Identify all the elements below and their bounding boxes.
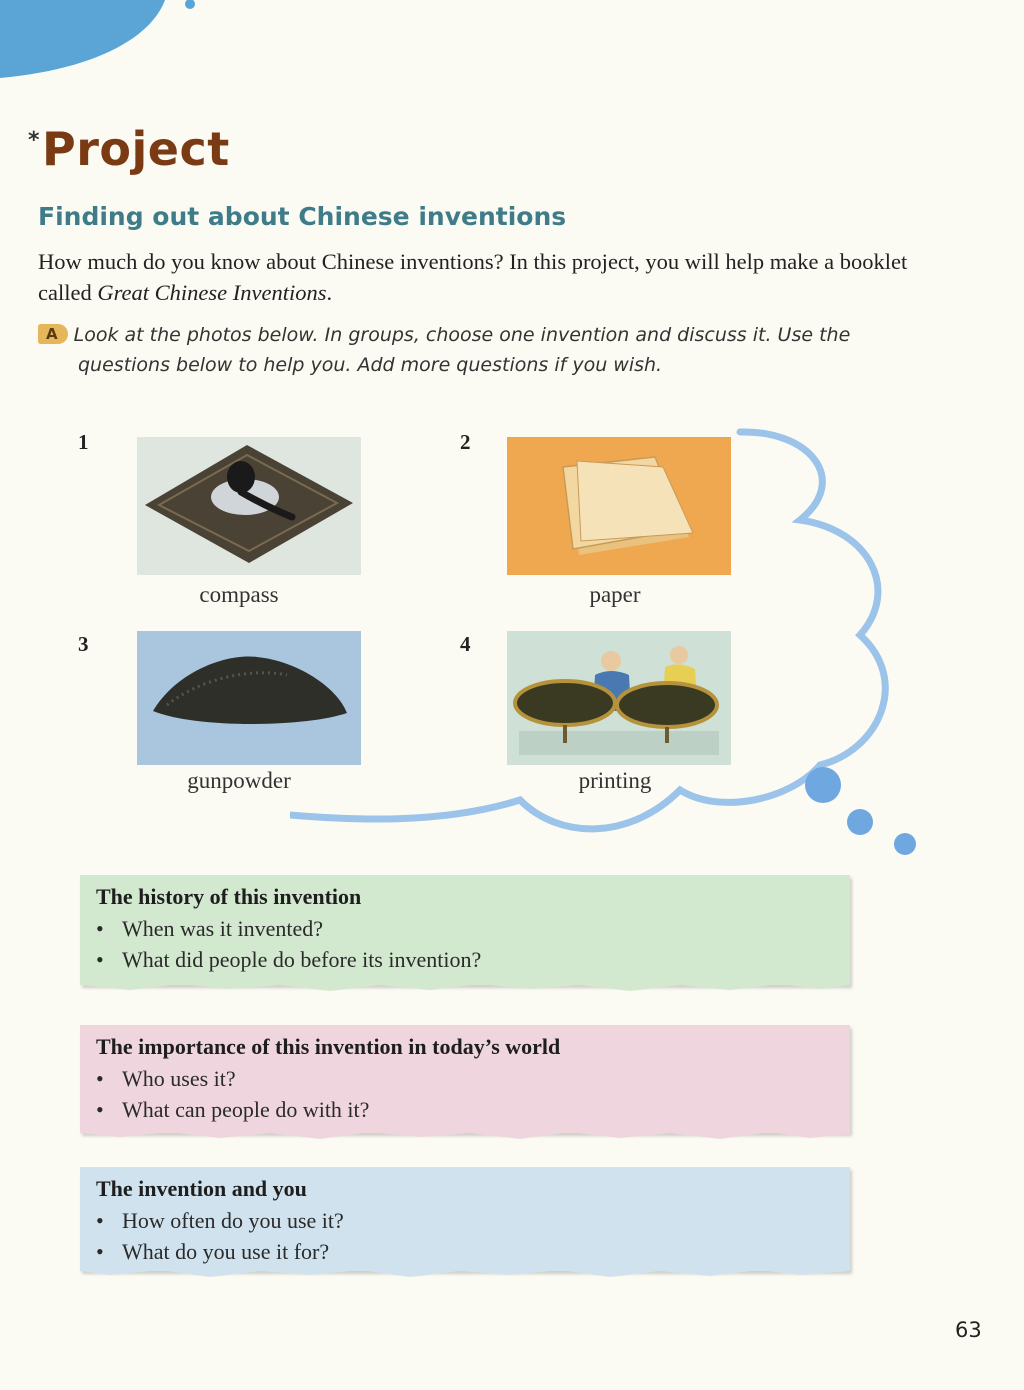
page-title: *Project	[28, 122, 230, 176]
card-heading: The importance of this invention in today’s world	[96, 1034, 561, 1059]
list-item: • What can people do with it?	[96, 1097, 370, 1122]
gunpowder-photo	[137, 631, 361, 765]
caption-printing: printing	[578, 768, 652, 793]
invention-number-1: 1	[78, 430, 89, 454]
printing-photo	[507, 631, 731, 765]
list-item: • When was it invented?	[96, 916, 323, 941]
card-heading: The history of this invention	[96, 884, 362, 909]
paper-photo	[507, 437, 731, 575]
task-instruction: A Look at the photos below. In groups, choose one invention and discuss it. Use the questions below to help you. Add more questions if you wish.	[38, 320, 918, 380]
torn-edge	[80, 1127, 850, 1141]
intro-paragraph: How much do you know about Chinese inventions? In this project, you will help make a booklet called Great Chinese Inventions.	[38, 249, 908, 305]
torn-edge	[80, 1265, 850, 1279]
card-invention-and-you	[80, 1167, 850, 1271]
page-number: 63	[955, 1318, 982, 1342]
invention-number-4: 4	[460, 632, 471, 656]
invention-number-2: 2	[460, 430, 471, 454]
caption-compass: compass	[199, 582, 279, 607]
booklet-title: Great Chinese Inventions	[97, 280, 327, 305]
list-item: • What do you use it for?	[96, 1239, 330, 1264]
caption-paper: paper	[589, 582, 641, 607]
task-badge: A	[38, 324, 68, 344]
section-subtitle: Finding out about Chinese inventions	[38, 202, 567, 231]
card-history	[80, 875, 850, 985]
torn-edge	[80, 979, 850, 993]
list-item: • Who uses it?	[96, 1066, 236, 1091]
card-importance	[80, 1025, 850, 1133]
compass-photo	[137, 437, 361, 575]
decorative-blob	[0, 0, 260, 90]
list-item: • What did people do before its invention?	[96, 947, 482, 972]
caption-gunpowder: gunpowder	[187, 768, 291, 793]
list-item: • How often do you use it?	[96, 1208, 344, 1233]
invention-number-3: 3	[78, 632, 89, 656]
card-heading: The invention and you	[96, 1176, 307, 1201]
